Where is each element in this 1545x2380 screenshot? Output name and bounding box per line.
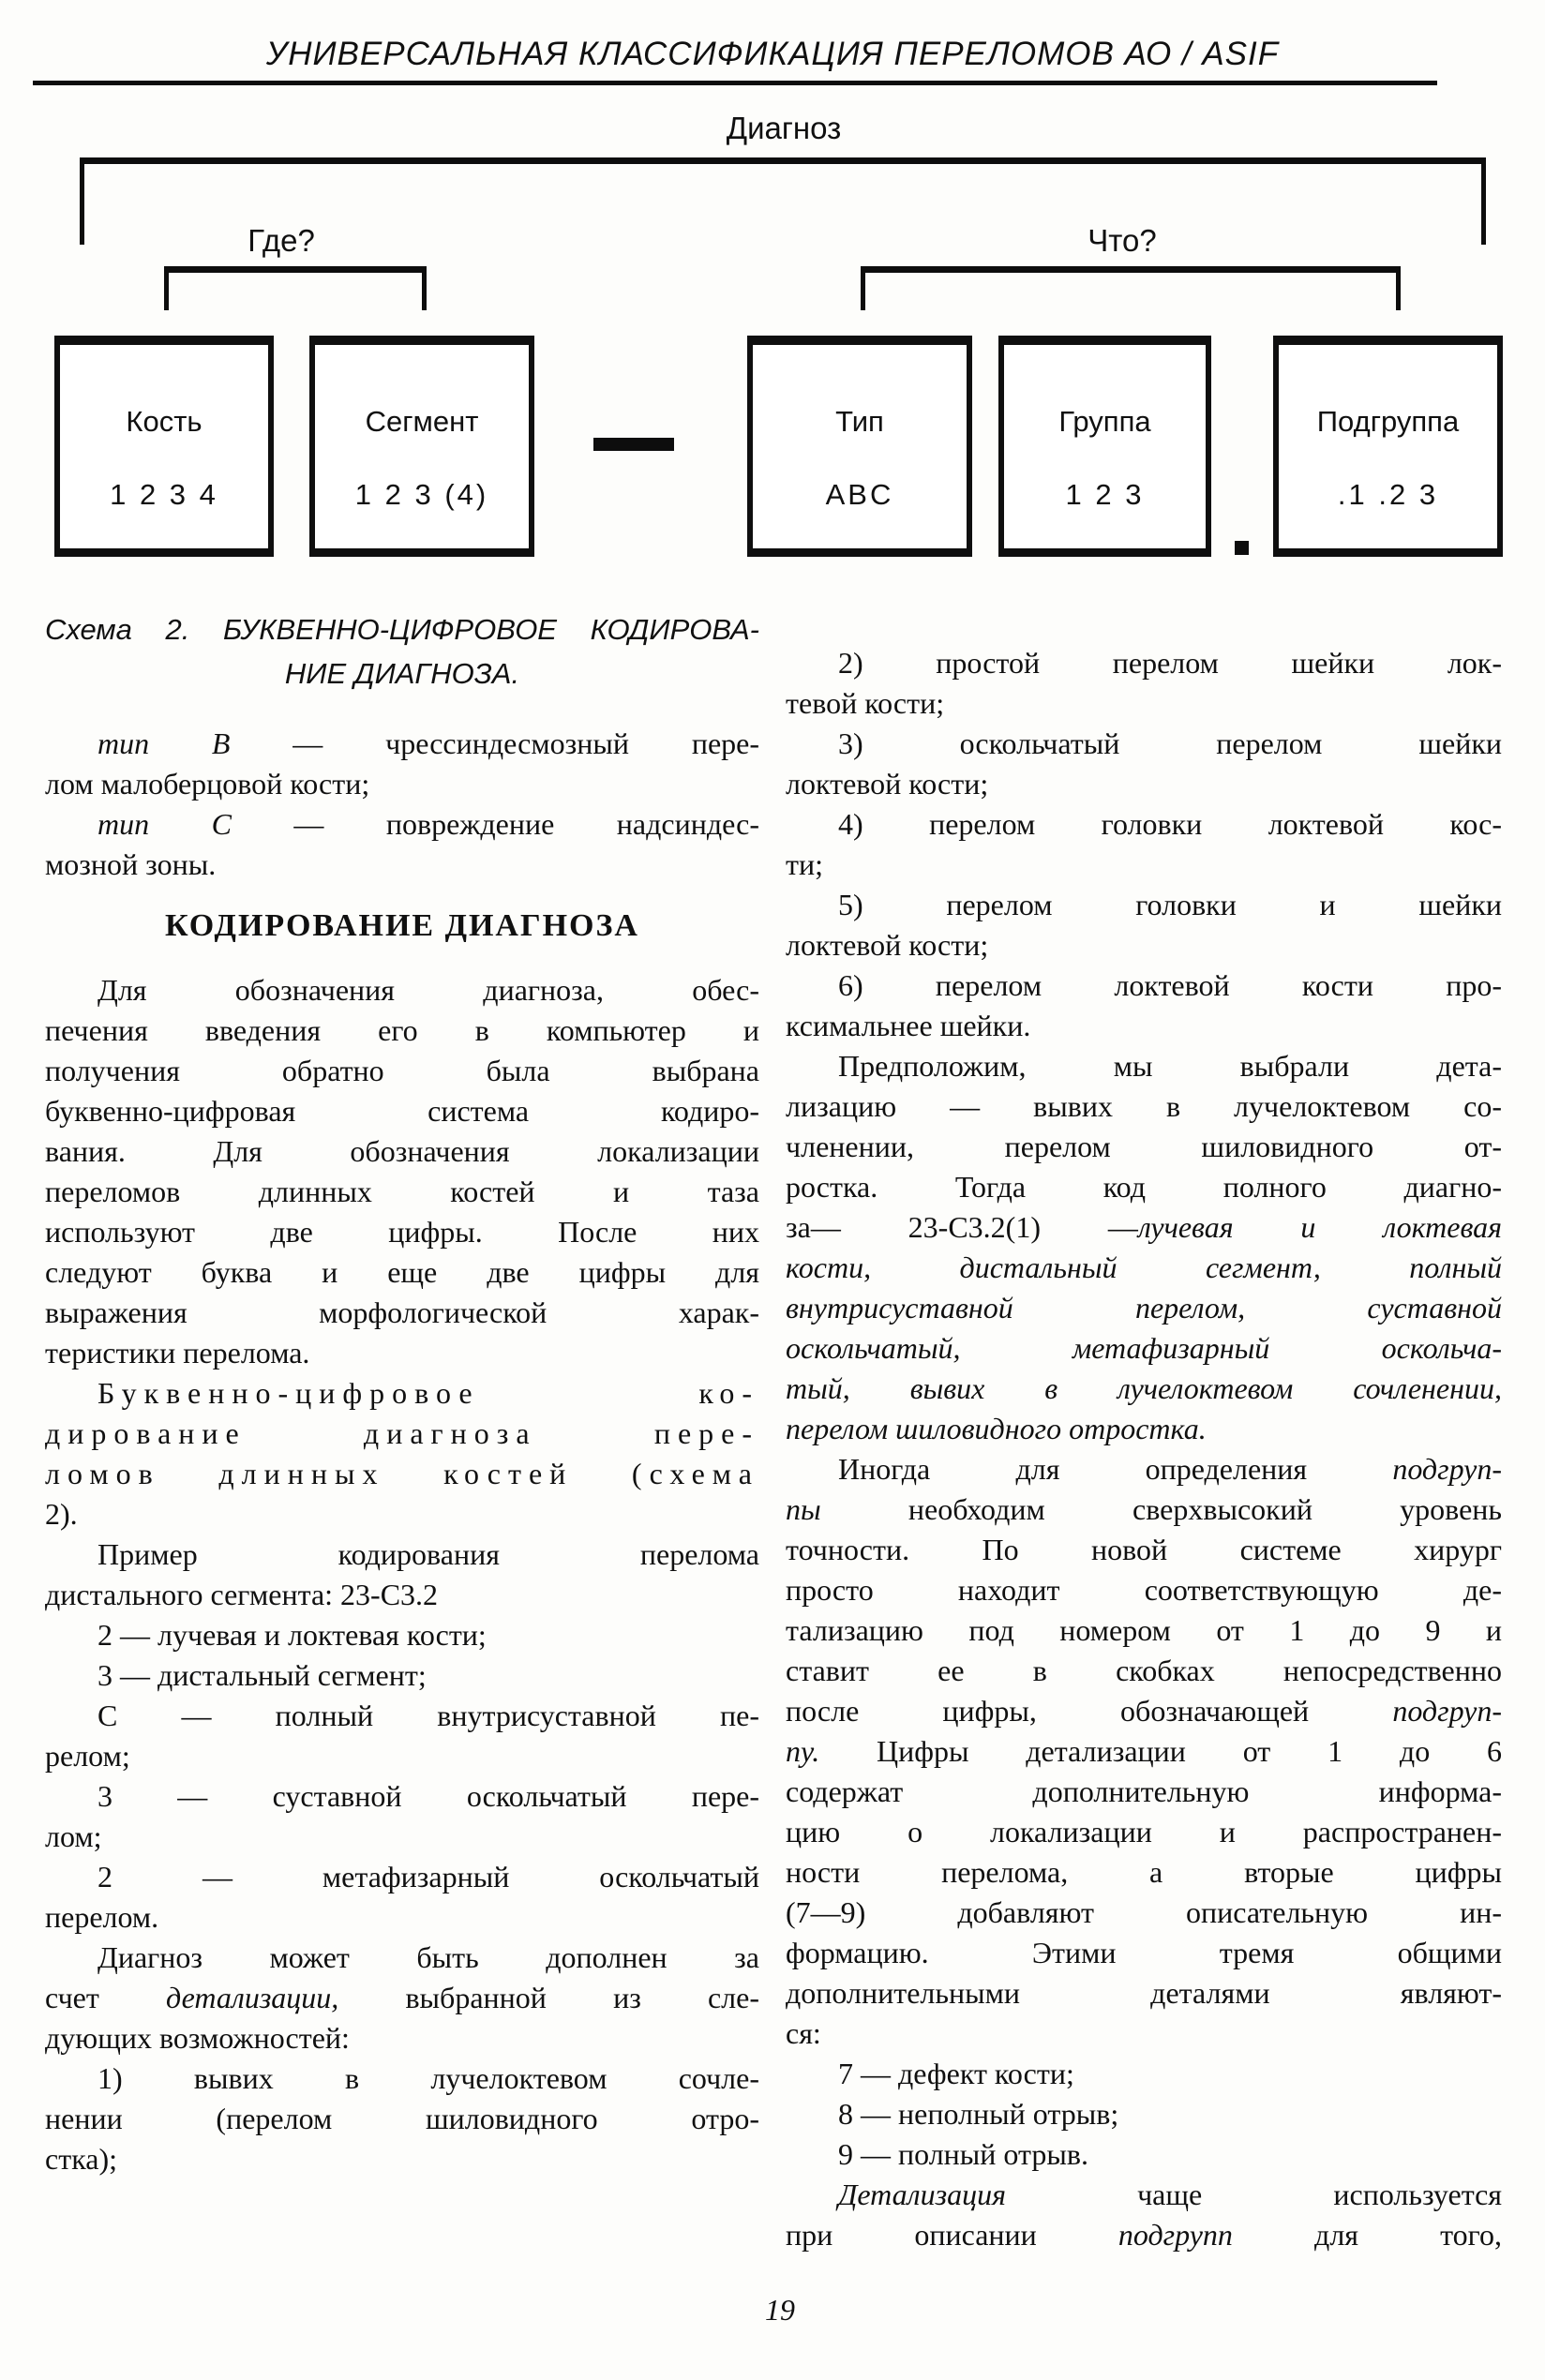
figure-caption-line2: НИЕ ДИАГНОЗА. [284, 657, 520, 690]
text-line: теристики перелома. [45, 1336, 310, 1370]
page-header-title: УНИВЕРСАЛЬНАЯ КЛАССИФИКАЦИЯ ПЕРЕЛОМОВ АО / ASIF [265, 36, 1280, 72]
text-line: буквенно-цифровая система кодиро- [45, 1094, 759, 1128]
text-line: 5) перелом головки и шейки [838, 888, 1502, 921]
page-number: 19 [765, 2293, 795, 2327]
text-line: лом; [45, 1819, 102, 1853]
text-line: мозной зоны. [45, 847, 217, 881]
text-line: вания. Для обозначения локализации [45, 1134, 759, 1168]
text-line: 2 — лучевая и локтевая кости; [98, 1618, 487, 1652]
text-line: локтевой кости; [786, 767, 989, 801]
where-label: Где? [248, 223, 315, 258]
text-line: содержат дополнительную информа- [786, 1774, 1502, 1808]
text-line: (7—9) добавляют описательную ин- [786, 1895, 1502, 1929]
header-rule [33, 81, 1437, 85]
text-line: дующих возможностей: [45, 2021, 350, 2055]
text-line: 9 — полный отрыв. [838, 2137, 1088, 2171]
text-line: ности перелома, а вторые цифры [786, 1855, 1502, 1889]
text-line: ти; [786, 847, 823, 881]
diagram-box-0 [54, 336, 274, 557]
text-line: тип С — повреждение надсиндес- [98, 807, 760, 841]
text-line: используют две цифры. После них [45, 1215, 759, 1249]
text-line: после цифры, обозначающей подгруп- [786, 1694, 1502, 1728]
text-line: локтевой кости; [786, 928, 989, 962]
text-line: лом малоберцовой кости; [45, 767, 370, 801]
text-line: С — полный внутрисуставной пе- [98, 1699, 759, 1732]
text-line: пу. Цифры детализации от 1 до 6 [786, 1734, 1502, 1768]
text-line: перелом шиловидного отростка. [786, 1412, 1207, 1445]
segment-type-separator-dash [593, 438, 674, 451]
diagram-box-3 [998, 336, 1211, 557]
text-line: Детализация чаще используется [838, 2178, 1502, 2211]
text-line: просто находит соответствующую де- [786, 1573, 1502, 1607]
text-line: релом; [45, 1739, 130, 1773]
diagram-box-4 [1273, 336, 1503, 557]
text-line: 1) вывих в лучелоктевом сочле- [98, 2061, 759, 2095]
text-line: лизацию — вывих в лучелоктевом со- [786, 1089, 1502, 1123]
what-bracket [861, 266, 1401, 310]
text-line: за— 23-C3.2(1) —лучевая и локтевая [786, 1210, 1502, 1244]
text-line: при описании подгрупп для того, [786, 2218, 1502, 2252]
box-value: ABC [825, 478, 894, 511]
text-line: 2 — метафизарный оскольчатый [98, 1860, 759, 1894]
text-line: внутрисуставной перелом, суставной [786, 1291, 1502, 1325]
box-title: Тип [835, 405, 884, 438]
text-line: дистального сегмента: 23-C3.2 [45, 1578, 439, 1611]
text-line: 3 — суставной оскольчатый пере- [98, 1779, 759, 1813]
text-line: дирование диагноза пере- [45, 1416, 759, 1450]
text-line: тализацию под номером от 1 до 9 и [786, 1613, 1502, 1647]
text-line: Диагноз может быть дополнен за [98, 1940, 759, 1974]
text-line: цию о локализации и распространен- [786, 1815, 1502, 1849]
text-line: тип В — чрессиндесмозный пере- [98, 726, 760, 760]
text-line: Для обозначения диагноза, обес- [98, 973, 759, 1007]
text-line: ся: [786, 2016, 821, 2050]
box-value: 1 2 3 4 [110, 478, 218, 511]
text-line: Иногда для определения подгруп- [838, 1452, 1502, 1486]
box-value: .1 .2 3 [1337, 478, 1439, 511]
text-line: 3 — дистальный сегмент; [98, 1658, 427, 1692]
text-line: следуют буква и еще две цифры для [45, 1255, 759, 1289]
text-line: 6) перелом локтевой кости про- [838, 968, 1502, 1002]
box-title: Кость [126, 405, 202, 438]
text-line: Буквенно-цифровое ко- [98, 1376, 759, 1410]
text-line: нении (перелом шиловидного отро- [45, 2102, 759, 2135]
box-value: 1 2 3 (4) [354, 478, 489, 511]
text-line: получения обратно была выбрана [45, 1054, 759, 1087]
text-line: членении, перелом шиловидного от- [786, 1130, 1502, 1163]
figure-caption [45, 607, 759, 696]
diagram-box-2 [747, 336, 972, 557]
text-line: переломов длинных костей и таза [45, 1175, 759, 1208]
box-title: Сегмент [365, 405, 479, 438]
text-line: стка); [45, 2142, 117, 2176]
diagram-box-1 [309, 336, 534, 557]
text-line: 7 — дефект кости; [838, 2057, 1074, 2090]
text-line: ростка. Тогда код полного диагно- [786, 1170, 1502, 1204]
text-line: формацию. Этими тремя общими [786, 1936, 1502, 1969]
box-title: Подгруппа [1316, 405, 1460, 438]
text-line: ставит ее в скобках непосредственно [786, 1654, 1502, 1687]
diagram-root-label: Диагноз [726, 111, 842, 145]
text-line: дополнительными деталями являют- [786, 1976, 1502, 2010]
text-line: Предположим, мы выбрали дета- [838, 1049, 1502, 1083]
text-line: пы необходим сверхвысокий уровень [786, 1492, 1502, 1526]
section-heading: КОДИРОВАНИЕ ДИАГНОЗА [165, 908, 639, 943]
text-line: выражения морфологической харак- [45, 1295, 759, 1329]
text-line: тый, вывих в лучелоктевом сочленении, [786, 1371, 1502, 1405]
text-line: оскольчатый, метафизарный оскольча- [786, 1331, 1502, 1365]
text-line: тевой кости; [786, 686, 945, 720]
text-line: счет детализации, выбранной из сле- [45, 1981, 760, 2014]
text-line: 3) оскольчатый перелом шейки [838, 726, 1502, 760]
what-label: Что? [1088, 223, 1157, 258]
text-line: ломов длинных костей (схема [45, 1457, 759, 1490]
text-line: перелом. [45, 1900, 159, 1934]
right-column [786, 643, 1502, 2255]
text-line: Пример кодирования перелома [98, 1537, 759, 1571]
text-line: 4) перелом головки локтевой кос- [838, 807, 1502, 841]
left-column [45, 724, 759, 2179]
figure-caption-line1: Схема 2. БУКВЕННО-ЦИФРОВОЕ КОДИРОВА- [45, 613, 759, 646]
text-line: точности. По новой системе хирург [786, 1533, 1502, 1566]
box-value: 1 2 3 [1065, 478, 1145, 511]
text-line: ксимальнее шейки. [786, 1009, 1031, 1042]
box-title: Группа [1058, 405, 1151, 438]
text-line: 8 — неполный отрыв; [838, 2097, 1119, 2131]
text-line: кости, дистальный сегмент, полный [786, 1250, 1502, 1284]
text-line: 2) простой перелом шейки лок- [838, 646, 1502, 680]
text-line: печения введения его в компьютер и [45, 1013, 759, 1047]
group-subgroup-dot [1235, 541, 1249, 555]
where-bracket [164, 266, 427, 310]
text-line: 2). [45, 1497, 78, 1531]
